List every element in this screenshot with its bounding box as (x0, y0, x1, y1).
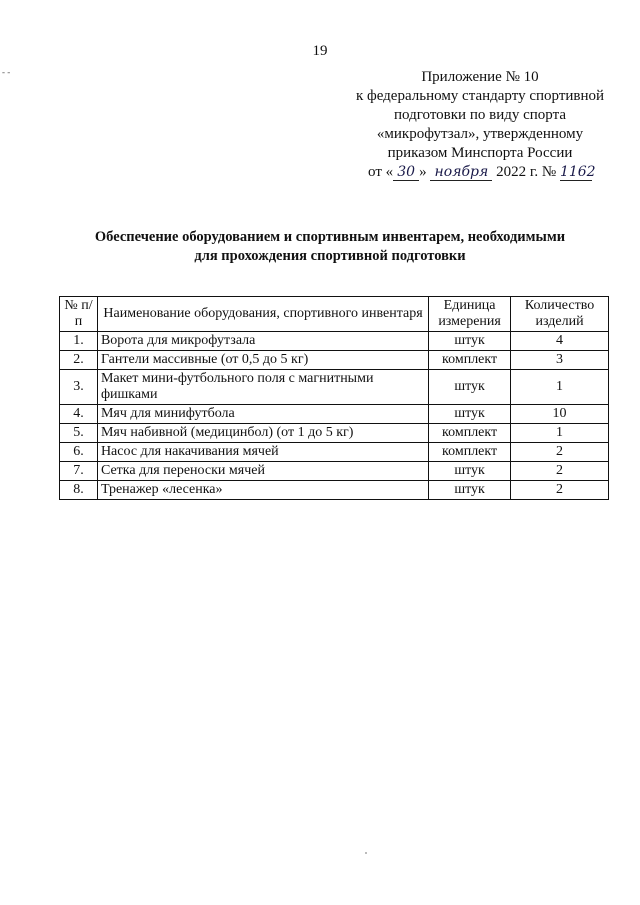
cell-qty: 3 (511, 351, 609, 370)
cell-qty: 10 (511, 405, 609, 424)
cell-unit: штук (429, 462, 511, 481)
approval-date-line (330, 163, 630, 182)
cell-num: 8. (60, 481, 98, 500)
header-name: Наименование оборудования, спортивного инвентаря (97, 297, 428, 332)
cell-name: Мяч для минифутбола (97, 405, 428, 424)
title-line: Обеспечение оборудованием и спортивным инвентарем, необходимыми (94, 229, 566, 245)
cell-unit: штук (429, 405, 511, 424)
cell-name: Насос для накачивания мячей (97, 443, 428, 462)
cell-unit: штук (429, 481, 511, 500)
approval-line: «микрофутзал», утвержденному (376, 126, 584, 142)
cell-num: 3. (60, 370, 98, 405)
scan-speck (365, 852, 367, 854)
cell-num: 6. (60, 443, 98, 462)
cell-unit: комплект (429, 351, 511, 370)
date-year: 2022 г. № (496, 164, 557, 180)
table-row (60, 424, 609, 443)
table-row (60, 443, 609, 462)
approval-block (330, 68, 630, 182)
cell-name: Мяч набивной (медицинбол) (от 1 до 5 кг) (97, 424, 428, 443)
table-row (60, 462, 609, 481)
scan-edge-mark: - - (2, 67, 11, 77)
cell-qty: 4 (511, 332, 609, 351)
header-unit: Единица измерения (429, 297, 511, 332)
cell-unit: комплект (429, 424, 511, 443)
table-row (60, 332, 609, 351)
cell-qty: 2 (511, 462, 609, 481)
table-row (60, 351, 609, 370)
table-row (60, 481, 609, 500)
cell-name: Тренажер «лесенка» (97, 481, 428, 500)
cell-name: Макет мини-футбольного поля с магнитными фишками (97, 370, 428, 405)
cell-unit: штук (429, 370, 511, 405)
handwritten-day: 30 (393, 165, 419, 181)
cell-name: Гантели массивные (от 0,5 до 5 кг) (97, 351, 428, 370)
cell-name: Ворота для микрофутзала (97, 332, 428, 351)
cell-qty: 2 (511, 443, 609, 462)
cell-num: 4. (60, 405, 98, 424)
cell-num: 2. (60, 351, 98, 370)
table-row (60, 370, 609, 405)
cell-qty: 1 (511, 370, 609, 405)
page-number: 19 (312, 43, 328, 59)
table-row (60, 405, 609, 424)
handwritten-month: ноября (430, 165, 492, 181)
cell-qty: 2 (511, 481, 609, 500)
approval-line: приказом Минспорта России (387, 145, 573, 161)
cell-unit: комплект (429, 443, 511, 462)
cell-num: 1. (60, 332, 98, 351)
handwritten-order-number: 1162 (559, 164, 596, 180)
header-num: № п/п (60, 297, 98, 332)
cell-num: 7. (60, 462, 98, 481)
date-mid: » (419, 164, 427, 180)
approval-line: к федеральному стандарту спортивной (355, 88, 605, 104)
cell-name: Сетка для переноски мячей (97, 462, 428, 481)
cell-num: 5. (60, 424, 98, 443)
equipment-table (59, 296, 609, 500)
title-line: для прохождения спортивной подготовки (194, 248, 466, 264)
approval-line: подготовки по виду спорта (394, 107, 566, 123)
cell-unit: штук (429, 332, 511, 351)
document-title (40, 228, 620, 266)
table-header-row (60, 297, 609, 332)
annex-number: Приложение № 10 (421, 69, 539, 85)
cell-qty: 1 (511, 424, 609, 443)
date-prefix: от « (368, 164, 394, 180)
header-qty: Количество изделий (511, 297, 609, 332)
